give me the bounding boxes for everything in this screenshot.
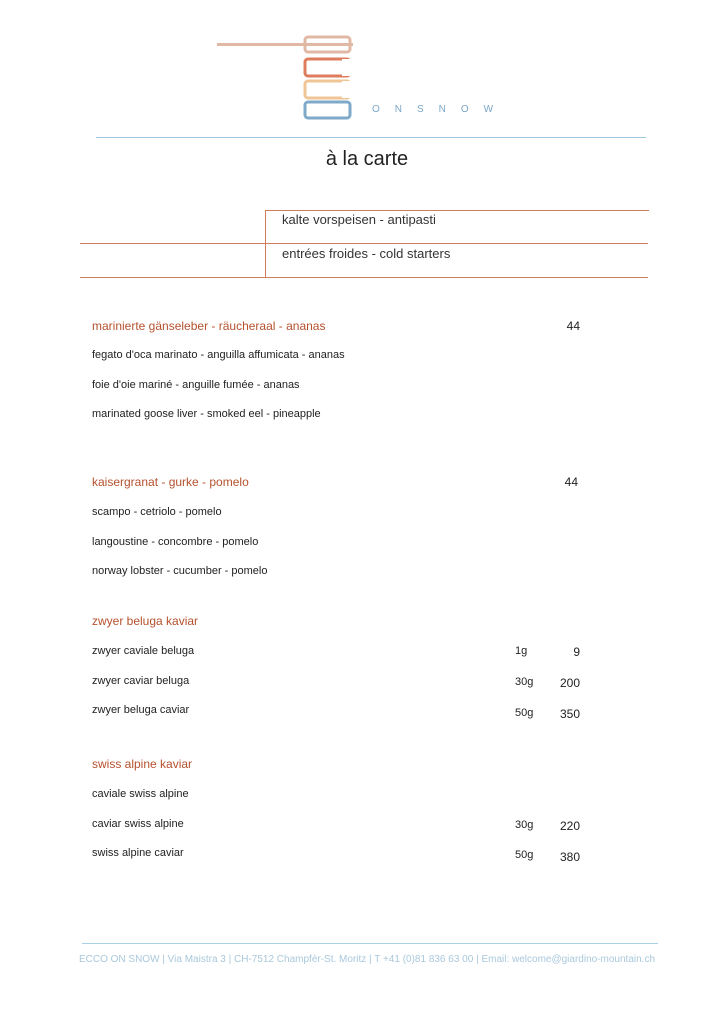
ecco-logo (212, 32, 357, 122)
caviar-row-label: zwyer caviar beluga (92, 675, 190, 687)
caviar-row-qty: 1g (515, 645, 528, 657)
section-title-de-it: kalte vorspeisen - antipasti (282, 212, 436, 227)
dish-price: 44 (564, 475, 578, 489)
caviar-name: swiss alpine kaviar (92, 757, 193, 771)
caviar-row-price: 200 (559, 676, 580, 690)
footer-divider (82, 943, 658, 944)
caviar-row-price: 9 (573, 645, 580, 659)
section-box-left-edge (265, 243, 266, 277)
dish-description-en: norway lobster - cucumber - pomelo (92, 565, 268, 577)
logo-o (305, 102, 350, 118)
caviar-row-label: swiss alpine caviar (92, 847, 184, 859)
header-divider (96, 137, 646, 138)
dish-description-it: scampo - cetriolo - pomelo (92, 506, 222, 518)
dish-name: kaisergranat - gurke - pomelo (92, 475, 249, 489)
caviar-row-qty: 50g (515, 707, 534, 719)
dish-name: marinierte gänseleber - räucheraal - ananas (92, 319, 326, 333)
footer-address: ECCO ON SNOW | Via Maistra 3 | CH-7512 Champfèr-St. Moritz | T +41 (0)81 836 63 00 | Email: welcome@giardino-mountain.ch (78, 954, 656, 965)
page-title: à la carte (325, 148, 409, 170)
dish-description-en: marinated goose liver - smoked eel - pineapple (92, 408, 321, 420)
caviar-row-price: 380 (559, 850, 580, 864)
caviar-row-label: zwyer beluga caviar (92, 704, 190, 716)
dish-price: 44 (566, 319, 580, 333)
caviar-row-label: caviar swiss alpine (92, 818, 184, 830)
caviar-row-price: 350 (559, 707, 580, 721)
dish-description-it: fegato d'oca marinato - anguilla affumicata - ananas (92, 349, 345, 361)
brand-wordmark: ONSNOW (372, 104, 509, 115)
caviar-row-qty: 30g (515, 819, 534, 831)
section-title-fr-en: entrées froides - cold starters (282, 246, 451, 261)
caviar-row-qty: 50g (515, 849, 534, 861)
caviar-row-label: zwyer caviale beluga (92, 645, 195, 657)
caviar-row-qty: 30g (515, 676, 534, 688)
caviar-name: zwyer beluga kaviar (92, 614, 199, 628)
logo-bar-1 (217, 43, 353, 46)
caviar-row-label: caviale swiss alpine (92, 788, 189, 800)
dish-description-fr: langoustine - concombre - pomelo (92, 536, 259, 548)
caviar-row-price: 220 (559, 819, 580, 833)
dish-description-fr: foie d'oie mariné - anguille fumée - ananas (92, 379, 300, 391)
